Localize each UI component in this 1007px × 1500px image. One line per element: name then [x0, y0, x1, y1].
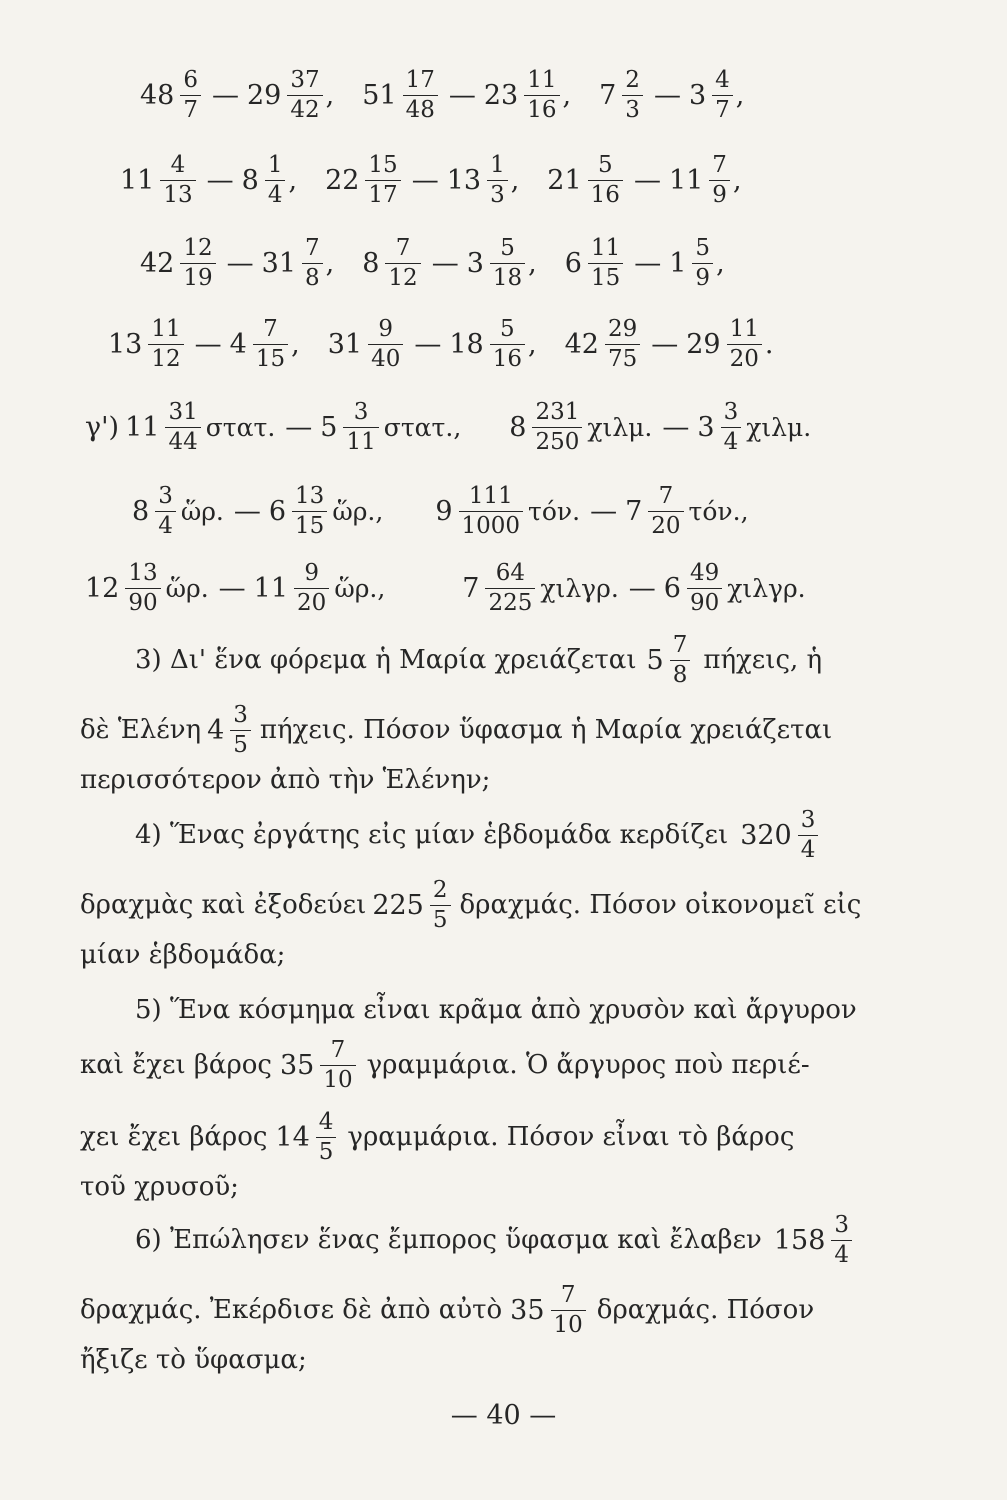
mixed-number: 4 $\frac{3}{5}$ — [207, 704, 254, 757]
fraction: $\frac{3}{4}$ — [831, 1214, 852, 1267]
mixed-number: 42 $\frac{29}{75}$ — [565, 318, 644, 371]
mixed-number: 6 $\frac{11}{15}$ — [565, 237, 626, 290]
fraction: $\frac{5}{16}$ — [588, 154, 623, 207]
mixed-number: 51 $\frac{17}{48}$ — [362, 69, 441, 122]
fraction: $\frac{11}{12}$ — [148, 318, 183, 371]
problem-6-line-3: ἤξιζε τὸ ὕφασμα; — [80, 1345, 307, 1375]
fraction: $\frac{231}{250}$ — [532, 401, 582, 454]
minus-sign: — — [634, 247, 662, 279]
mixed-number: 11 $\frac{9}{20}$ ὥρ., — [253, 559, 386, 616]
fraction: $\frac{5}{18}$ — [490, 237, 525, 290]
mixed-number: 18 $\frac{5}{16}$ — [449, 318, 528, 371]
fraction: $\frac{15}{17}$ — [365, 154, 400, 207]
minus-sign: — — [633, 164, 661, 196]
mixed-number: 6 $\frac{49}{90}$ χιλγρ. — [663, 559, 806, 616]
fraction: $\frac{7}{10}$ — [320, 1039, 355, 1092]
fraction: $\frac{7}{20}$ — [648, 485, 683, 538]
fraction: $\frac{3}{4}$ — [155, 485, 176, 538]
fraction: $\frac{37}{42}$ — [287, 69, 322, 122]
fraction: $\frac{13}{15}$ — [292, 485, 327, 538]
mixed-number: 7 $\frac{64}{225}$ χιλγρ. — [462, 559, 619, 616]
fraction: $\frac{9}{40}$ — [368, 318, 403, 371]
gamma-row-3 — [0, 553, 1007, 623]
mixed-number: 7 $\frac{2}{3}$ — [599, 69, 646, 122]
minus-sign: — — [233, 495, 261, 527]
mixed-number: 9 $\frac{111}{1000}$ τόν. — [435, 482, 581, 539]
mixed-number: 31 $\frac{7}{8}$ — [262, 237, 326, 290]
mixed-number: 35 $\frac{7}{10}$ — [280, 1039, 359, 1092]
mixed-number: 225 $\frac{2}{5}$ — [372, 879, 453, 932]
problem-6-line-1: 6) Ἐπώλησεν ἕνας ἔμπορος ὕφασμα καὶ ἔλαβεν 158 $\frac{3}{4}$ — [0, 1205, 1007, 1275]
fraction: $\frac{5}{16}$ — [490, 318, 525, 371]
mixed-number: 3 $\frac{4}{7}$ — [689, 69, 736, 122]
fraction: $\frac{7}{15}$ — [253, 318, 288, 371]
mixed-number: 42 $\frac{12}{19}$ — [140, 237, 219, 290]
mixed-number: 22 $\frac{15}{17}$ — [325, 154, 404, 207]
mixed-number: 3 $\frac{3}{4}$ χιλμ. — [697, 398, 812, 455]
fraction: $\frac{7}{8}$ — [302, 237, 323, 290]
mixed-number: 13 $\frac{11}{12}$ — [108, 318, 187, 371]
mixed-number: 11 $\frac{4}{13}$ — [120, 154, 199, 207]
problem-3-line-1: 3) Δι' ἕνα φόρεμα ἡ Μαρία χρειάζεται 5 $\frac{7}{8}$ πήχεις, ἡ — [135, 631, 823, 688]
fraction: $\frac{4}{7}$ — [712, 69, 733, 122]
minus-sign: — — [285, 411, 313, 443]
problem-5-line-3: χει ἔχει βάρος 14 $\frac{4}{5}$ γραμμάρια. Πόσον εἶναι τὸ βάρος — [80, 1108, 795, 1165]
mixed-number: 35 $\frac{7}{10}$ — [510, 1284, 589, 1337]
mixed-number: 23 $\frac{11}{16}$ — [484, 69, 563, 122]
exercise-row-3: 42 $\frac{12}{19}$ — 31 $\frac{7}{8}$ , 8 $\frac{7}{12}$ — 3 $\frac{5}{18}$ , 6 $\frac{11}{15}$ — 1 $\frac{5}{9}$ , — [140, 234, 725, 291]
fraction: $\frac{64}{225}$ — [485, 562, 535, 615]
problem-4-line-2: δραχμὰς καὶ ἐξοδεύει 225 $\frac{2}{5}$ δραχμάς. Πόσον οἰκονομεῖ εἰς — [80, 876, 862, 933]
fraction: $\frac{17}{48}$ — [403, 69, 438, 122]
fraction: $\frac{9}{20}$ — [294, 562, 329, 615]
fraction: $\frac{7}{10}$ — [551, 1284, 586, 1337]
mixed-number: 6 $\frac{13}{15}$ ὥρ., — [268, 482, 384, 539]
mixed-number: 5 $\frac{3}{11}$ στατ., — [320, 398, 462, 455]
mixed-number: 5 $\frac{7}{8}$ — [647, 634, 694, 687]
mixed-number: 12 $\frac{13}{90}$ ὥρ. — [85, 559, 209, 616]
minus-sign: — — [628, 572, 656, 604]
fraction: $\frac{6}{7}$ — [180, 69, 201, 122]
mixed-number: 29 $\frac{37}{42}$ — [247, 69, 326, 122]
exercise-row-4: 13 $\frac{11}{12}$ — 4 $\frac{7}{15}$ , 31 $\frac{9}{40}$ — 18 $\frac{5}{16}$ , 42 $\frac{29}{75}$ — 29 $\frac{11}{20}$ . — [108, 315, 774, 372]
section-label: γ') — [85, 411, 120, 443]
fraction: $\frac{3}{4}$ — [798, 809, 819, 862]
minus-sign: — — [218, 572, 246, 604]
mixed-number: 13 $\frac{1}{3}$ — [447, 154, 511, 207]
minus-sign: — — [206, 164, 234, 196]
minus-sign: — — [662, 411, 690, 443]
gamma-row-2 — [0, 476, 1007, 546]
problem-5-line-4: τοῦ χρυσοῦ; — [80, 1172, 239, 1202]
mixed-number: 11 $\frac{31}{44}$ στατ. — [125, 398, 276, 455]
minus-sign: — — [590, 495, 618, 527]
fraction: $\frac{1}{3}$ — [487, 154, 508, 207]
fraction: $\frac{11}{20}$ — [727, 318, 762, 371]
fraction: $\frac{4}{5}$ — [316, 1111, 337, 1164]
problem-3-line-2: δὲ Ἑλένη 4 $\frac{3}{5}$ πήχεις. Πόσον ὕφασμα ἡ Μαρία χρειάζεται — [80, 701, 833, 758]
fraction: $\frac{3}{4}$ — [721, 401, 742, 454]
mixed-number: 158 $\frac{3}{4}$ — [774, 1214, 855, 1267]
problem-4-line-3: μίαν ἑβδομάδα; — [80, 940, 286, 970]
problem-3-line-3: περισσότερον ἀπὸ τὴν Ἑλένην; — [80, 765, 491, 795]
minus-sign: — — [226, 247, 254, 279]
mixed-number: 29 $\frac{11}{20}$ — [686, 318, 765, 371]
fraction: $\frac{1}{4}$ — [265, 154, 286, 207]
fraction: $\frac{13}{90}$ — [125, 562, 160, 615]
fraction: $\frac{11}{16}$ — [524, 69, 559, 122]
minus-sign: — — [431, 247, 459, 279]
minus-sign: — — [448, 79, 476, 111]
minus-sign: — — [411, 164, 439, 196]
fraction: $\frac{4}{13}$ — [160, 154, 195, 207]
mixed-number: 3 $\frac{5}{18}$ — [467, 237, 528, 290]
fraction: $\frac{12}{19}$ — [180, 237, 215, 290]
fraction: $\frac{2}{5}$ — [430, 879, 451, 932]
problem-6-line-2: δραχμάς. Ἐκέρδισε δὲ ἀπὸ αὐτὸ 35 $\frac{7}{10}$ δραχμάς. Πόσον — [80, 1281, 815, 1338]
mixed-number: 11 $\frac{7}{9}$ — [669, 154, 733, 207]
page-number: — 40 — — [450, 1400, 557, 1431]
minus-sign: — — [651, 328, 679, 360]
mixed-number: 4 $\frac{7}{15}$ — [230, 318, 291, 371]
fraction: $\frac{7}{12}$ — [385, 237, 420, 290]
mixed-number: 31 $\frac{9}{40}$ — [328, 318, 407, 371]
minus-sign: — — [653, 79, 681, 111]
mixed-number: 14 $\frac{4}{5}$ — [275, 1111, 339, 1164]
mixed-number: 21 $\frac{5}{16}$ — [547, 154, 626, 207]
fraction: $\frac{29}{75}$ — [605, 318, 640, 371]
problem-5-line-2: καὶ ἔχει βάρος 35 $\frac{7}{10}$ γραμμάρια. Ὁ ἄργυρος ποὺ περιέ- — [80, 1036, 810, 1093]
fraction: $\frac{49}{90}$ — [687, 562, 722, 615]
minus-sign: — — [414, 328, 442, 360]
problem-5-line-1: 5) Ἕνα κόσμημα εἶναι κρᾶμα ἀπὸ χρυσὸν καὶ ἄργυρον — [135, 995, 857, 1025]
fraction: $\frac{3}{5}$ — [230, 704, 251, 757]
minus-sign: — — [212, 79, 239, 111]
mixed-number: 8 $\frac{231}{250}$ χιλμ. — [509, 398, 653, 455]
fraction: $\frac{5}{9}$ — [692, 237, 713, 290]
mixed-number: 1 $\frac{5}{9}$ — [669, 237, 716, 290]
fraction: $\frac{11}{15}$ — [588, 237, 623, 290]
mixed-number: 48 $\frac{6}{7}$ — [140, 69, 204, 122]
minus-sign: — — [194, 328, 222, 360]
mixed-number: 8 $\frac{7}{12}$ — [362, 237, 423, 290]
mixed-number: 8 $\frac{1}{4}$ — [242, 154, 289, 207]
fraction: $\frac{7}{8}$ — [670, 634, 691, 687]
fraction: $\frac{31}{44}$ — [165, 401, 200, 454]
fraction: $\frac{111}{1000}$ — [459, 485, 524, 538]
gamma-row-1 — [0, 392, 1007, 462]
mixed-number: 8 $\frac{3}{4}$ ὥρ. — [132, 482, 224, 539]
problem-4-line-1: 4) Ἕνας ἐργάτης εἰς μίαν ἑβδομάδα κερδίζει 320 $\frac{3}{4}$ — [0, 800, 1007, 870]
fraction: $\frac{2}{3}$ — [622, 69, 643, 122]
fraction: $\frac{7}{9}$ — [709, 154, 730, 207]
exercise-row-1: 48 $\frac{6}{7}$ — 29 $\frac{37}{42}$ , 51 $\frac{17}{48}$ — 23 $\frac{11}{16}$ , 7 $\frac{2}{3}$ — 3 $\frac{4}{7}$ , — [140, 66, 745, 123]
mixed-number: 320 $\frac{3}{4}$ — [740, 809, 821, 862]
fraction: $\frac{3}{11}$ — [343, 401, 378, 454]
exercise-row-2: 11 $\frac{4}{13}$ — 8 $\frac{1}{4}$ , 22 $\frac{15}{17}$ — 13 $\frac{1}{3}$ , 21 $\frac{5}{16}$ — 11 $\frac{7}{9}$ , — [120, 151, 742, 208]
mixed-number: 7 $\frac{7}{20}$ τόν., — [625, 482, 749, 539]
